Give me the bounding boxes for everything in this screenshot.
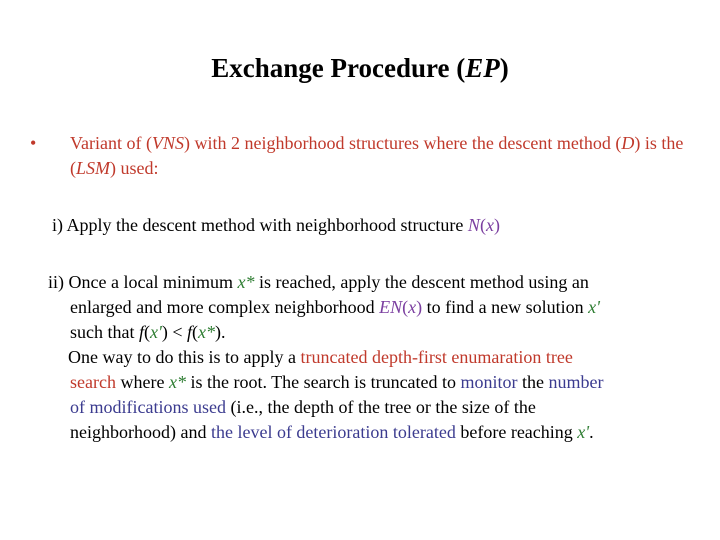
step-two-text-9: ). xyxy=(215,322,226,342)
step-one-text: i) Apply the descent method with neighborhood structure xyxy=(52,215,468,235)
para-xprime-symbol: x' xyxy=(577,422,590,442)
step-two-text-6: ( xyxy=(144,322,151,342)
xprime-symbol-2: x' xyxy=(150,322,162,342)
para-line-3 xyxy=(68,395,678,420)
step-two-line-3 xyxy=(48,320,678,345)
n-paren-close: ) xyxy=(493,215,500,235)
para-text-3: is the root. The search is truncated to xyxy=(185,372,461,392)
en-x-symbol: x xyxy=(408,297,417,317)
step-two-text-5: such that xyxy=(70,322,139,342)
bullet-text-1: Variant of ( xyxy=(70,133,152,153)
para-xstar-symbol: x* xyxy=(168,372,186,392)
step-two-text-2: is reached, apply the descent method using an xyxy=(254,272,589,292)
bullet-text-3: ) is the ( xyxy=(70,133,684,178)
para-text-4: the xyxy=(517,372,549,392)
vns-abbr: VNS xyxy=(151,133,184,153)
bullet-text-4: ) used: xyxy=(110,158,159,178)
title-abbr: EP xyxy=(465,53,500,83)
para-text-6: neighborhood) and xyxy=(70,422,211,442)
f-symbol-2: f xyxy=(187,322,193,342)
deterioration-phrase: the level of deterioration tolerated xyxy=(210,422,456,442)
number-word: number xyxy=(548,372,604,392)
para-text-5: (i.e., the depth of the tree or the size of the xyxy=(225,397,536,417)
title-close: ) xyxy=(499,53,509,83)
slide-title xyxy=(0,50,720,86)
search-word: search xyxy=(70,372,116,392)
step-two-text-1: ii) Once a local minimum xyxy=(48,272,238,292)
para-text-1: One way to do this is to apply a xyxy=(68,347,301,367)
en-paren-open: ( xyxy=(402,297,409,317)
step-two-line-1 xyxy=(48,270,678,295)
step-two xyxy=(48,270,678,345)
bullet-marker: • xyxy=(30,133,37,153)
truncated-search-phrase: truncated depth-first enumaration tree xyxy=(300,347,573,367)
n-paren-open: ( xyxy=(479,215,486,235)
step-two-text-7: ) < xyxy=(161,322,188,342)
xstar-symbol: x* xyxy=(237,272,255,292)
bullet-text xyxy=(70,131,710,181)
step-two-explanation xyxy=(68,345,678,445)
para-text-7: before reaching xyxy=(455,422,578,442)
n-symbol: N xyxy=(467,215,480,235)
d-abbr: D xyxy=(621,133,635,153)
f-symbol: f xyxy=(139,322,145,342)
step-two-line-2 xyxy=(48,295,678,320)
xstar-symbol-2: x* xyxy=(198,322,216,342)
step-one xyxy=(52,213,672,238)
step-two-text-8: ( xyxy=(192,322,199,342)
para-text-8: . xyxy=(589,422,594,442)
para-line-4 xyxy=(68,420,678,445)
title-text: Exchange Procedure ( xyxy=(211,53,466,83)
x-symbol: x xyxy=(485,215,494,235)
para-line-2 xyxy=(68,370,678,395)
step-two-text-4: to find a new solution xyxy=(422,297,589,317)
bullet-text-2: ) with 2 neighborhood structures where the descent method ( xyxy=(183,133,622,153)
xprime-symbol: x' xyxy=(588,297,600,317)
en-symbol: EN xyxy=(379,297,403,317)
en-paren-close: ) xyxy=(416,297,423,317)
step-two-text-3: enlarged and more complex neighborhood xyxy=(70,297,380,317)
lsm-abbr: LSM xyxy=(76,158,111,178)
para-text-2: where xyxy=(115,372,169,392)
monitor-word: monitor xyxy=(460,372,518,392)
modifications-phrase: of modifications used xyxy=(70,397,226,417)
